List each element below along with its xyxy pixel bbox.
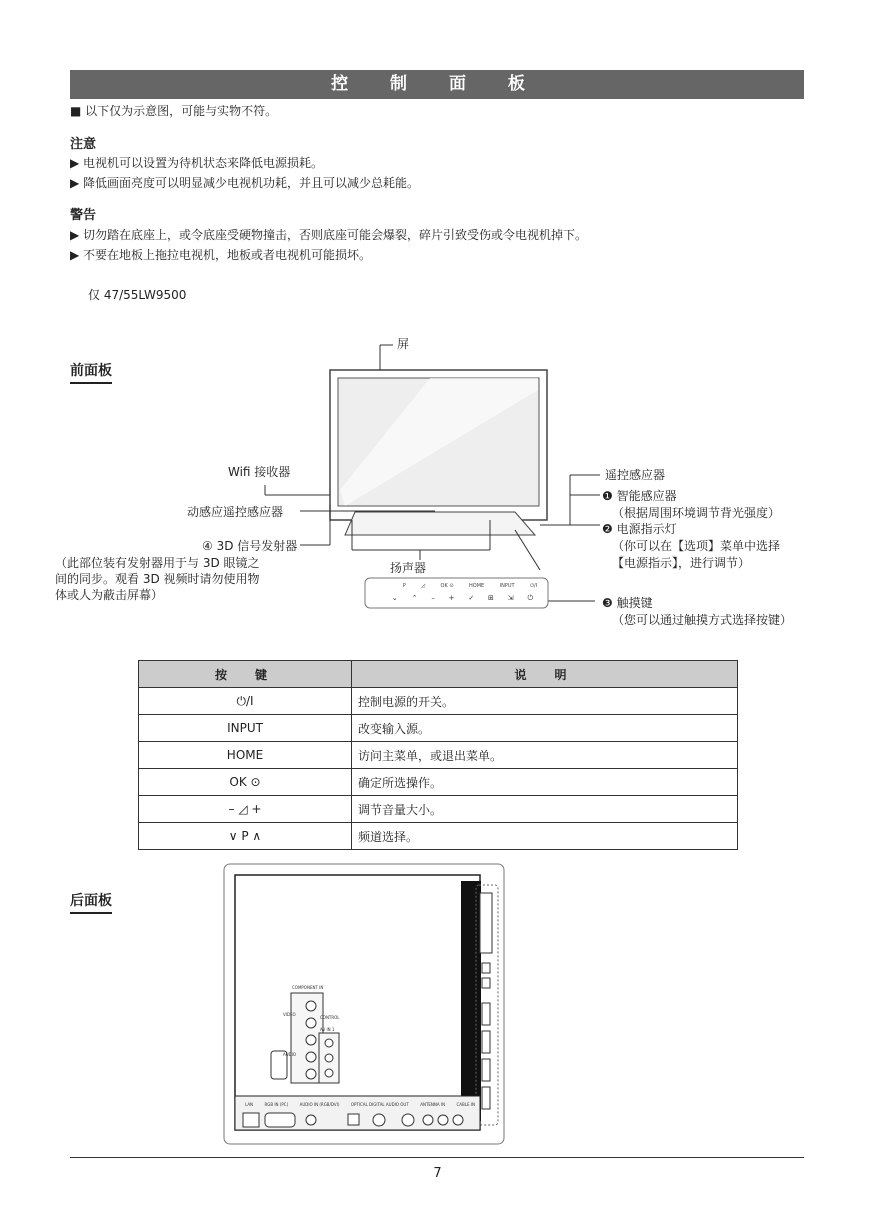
table-row (139, 796, 738, 823)
key-cell: ⏻/I (139, 688, 352, 715)
rear-side-label: AUDIO (283, 1052, 297, 1057)
channel-down-touch[interactable]: ⌄ (391, 594, 398, 602)
ok-touch[interactable]: ✓ (468, 594, 475, 602)
desc-cell: 调节音量大小。 (352, 796, 738, 823)
front-panel-heading: 前面板 (70, 360, 112, 384)
touch-label: ⏻/I (530, 583, 538, 589)
label-smart-sensor-desc: （根据周围环境调节背光强度） (612, 506, 781, 520)
label-wifi: Wifi 接收器 (228, 465, 291, 479)
desc-cell: 改变输入源。 (352, 715, 738, 742)
input-touch[interactable]: ⇲ (507, 594, 514, 602)
desc-cell: 频道选择。 (352, 823, 738, 850)
label-smart-sensor: ❶ 智能感应器 (602, 489, 677, 503)
table-row (139, 823, 738, 850)
table-row (139, 769, 738, 796)
label-motion-sensor: 动感应遥控感应器 (187, 505, 284, 519)
label-3d-desc: 体或人为蔽击屏幕） (55, 588, 164, 602)
notice-item: ▶ 降低画面亮度可以明显减少电视机功耗，并且可以减少总耗能。 (70, 176, 420, 190)
label-remote-sensor: 遥控感应器 (605, 468, 666, 482)
label-3d-desc: （此部位装有发射器用于与 3D 眼镜之 (55, 556, 260, 570)
home-touch[interactable]: ⊞ (488, 594, 494, 602)
rear-port-label: OPTICAL DIGITAL AUDIO OUT (350, 1102, 409, 1107)
rear-side-label: VIDEO (283, 1012, 296, 1017)
key-table-header: 说 明 (352, 661, 738, 688)
rear-port-label: LAN (245, 1102, 254, 1107)
key-cell: – ◿ + (139, 796, 352, 823)
desc-cell: 确定所选操作。 (352, 769, 738, 796)
model-note: 仅 47/55LW9500 (88, 288, 187, 302)
page-title: 控 制 面 板 (70, 70, 804, 99)
key-cell: INPUT (139, 715, 352, 742)
touch-label: INPUT (499, 583, 515, 589)
label-touch-key-desc: （您可以通过触摸方式选择按键） (612, 613, 793, 627)
label-screen: 屏 (397, 337, 410, 351)
rear-port-label: CABLE IN (456, 1102, 475, 1107)
desc-cell: 访问主菜单，或退出菜单。 (352, 742, 738, 769)
rear-bottom-labels (245, 1102, 475, 1107)
rear-side-label: CONTROL (320, 1015, 340, 1020)
warning-heading: 警告 (70, 208, 97, 223)
warning-item: ▶ 切勿踏在底座上，或令底座受硬物撞击，否则底座可能会爆裂，碎片引致受伤或令电视机掉下。 (70, 228, 588, 242)
channel-up-touch[interactable]: ⌃ (411, 594, 418, 602)
rear-port-label: AUDIO IN (RGB/DVI) (299, 1102, 340, 1107)
footer-divider (70, 1157, 804, 1158)
table-row (139, 688, 738, 715)
table-row (139, 742, 738, 769)
power-touch[interactable]: ⏻ (527, 594, 533, 602)
page-number: 7 (433, 1166, 442, 1181)
key-table-header: 按 键 (139, 661, 352, 688)
key-cell: ∨ P ∧ (139, 823, 352, 850)
rear-port-label: ANTENNA IN (420, 1102, 446, 1107)
volume-up-touch[interactable]: + (448, 594, 455, 602)
notice-heading: 注意 (70, 137, 97, 152)
label-touch-key: ❸ 触摸键 (602, 596, 653, 610)
rear-side-label: COMPONENT IN (292, 985, 324, 990)
touch-label: HOME (469, 583, 485, 589)
rear-side-label: AV IN 1 (320, 1027, 335, 1032)
notice-item: ▶ 电视机可以设置为待机状态来降低电源损耗。 (70, 156, 324, 170)
rear-port-label: RGB IN (PC) (264, 1102, 289, 1107)
key-table (138, 660, 738, 850)
label-speaker: 扬声器 (390, 561, 427, 575)
touch-label: OK ⊙ (440, 583, 454, 589)
intro-note: ■ 以下仅为示意图，可能与实物不符。 (70, 104, 278, 118)
table-row (139, 715, 738, 742)
touch-label: ◿ (421, 583, 426, 589)
touch-panel-top-row (395, 583, 545, 589)
volume-down-touch[interactable]: – (431, 594, 435, 602)
label-power-led: ❷ 电源指示灯 (602, 522, 677, 536)
label-power-led-desc: （你可以在【选项】菜单中选择 (612, 539, 781, 553)
desc-cell: 控制电源的开关。 (352, 688, 738, 715)
key-cell: OK ⊙ (139, 769, 352, 796)
rear-panel-heading: 后面板 (70, 890, 112, 914)
warning-item: ▶ 不要在地板上拖拉电视机，地板或者电视机可能损坏。 (70, 248, 372, 262)
label-power-led-desc: 【电源指示】，进行调节） (612, 556, 751, 570)
label-3d-desc: 间的同步。观看 3D 视频时请勿使用物 (55, 572, 260, 586)
label-3d-signal: ④ 3D 信号发射器 (202, 539, 298, 553)
touch-label: P (402, 583, 406, 589)
touch-panel-buttons (385, 594, 540, 603)
key-cell: HOME (139, 742, 352, 769)
